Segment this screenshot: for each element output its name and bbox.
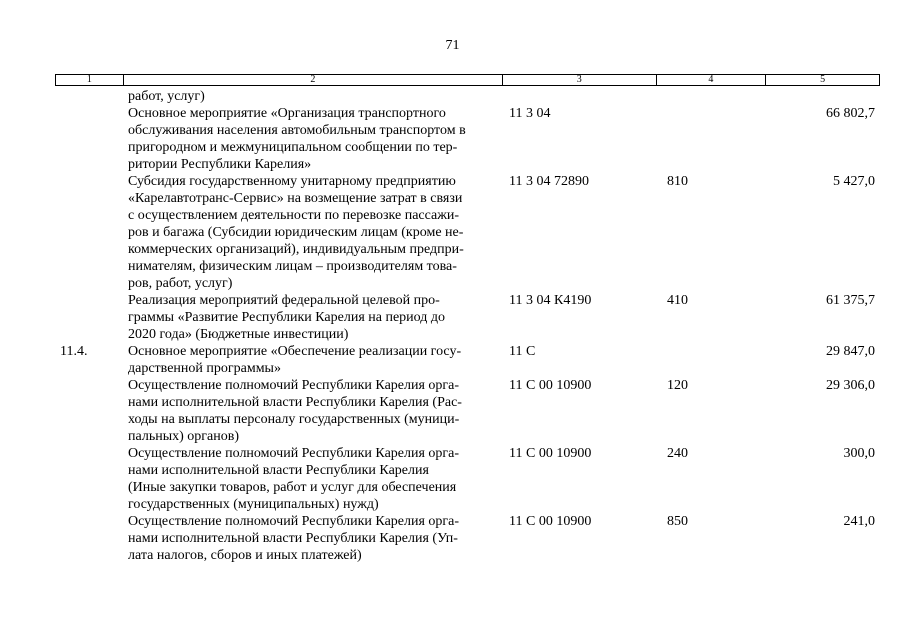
row-name: [128, 173, 503, 292]
row-code: 11 3 04 72890: [509, 174, 589, 189]
row-name-line: 2020 года» (Бюджетные инвестиции): [128, 327, 349, 342]
table-row: [55, 343, 880, 377]
table-row: [55, 445, 880, 513]
row-sum: 66 802,7: [826, 106, 875, 121]
row-name-line: коммерческих организаций), индивидуальным предпри-: [128, 242, 464, 257]
row-expense-type: 240: [667, 446, 688, 461]
row-name-line: пригородном и межмуниципальном сообщении по тер-: [128, 140, 458, 155]
row-name-line: нимателям, физическим лицам – производителям това-: [128, 259, 457, 274]
row-name: [128, 105, 503, 173]
row-name: [128, 445, 503, 513]
row-name-line: «Карелавтотранс-Сервис» на возмещение затрат в связи: [128, 191, 463, 206]
row-name-line: пальных) органов): [128, 429, 239, 444]
row-name-line: Основное мероприятие «Организация транспортного: [128, 106, 446, 121]
row-expense-type: 410: [667, 293, 688, 308]
page-number: 71: [445, 38, 460, 53]
row-name-line: Субсидия государственному унитарному предприятию: [128, 174, 456, 189]
row-name-line: лата налогов, сборов и иных платежей): [128, 548, 362, 563]
header-col-3: 3: [503, 75, 657, 85]
row-expense-type: 120: [667, 378, 688, 393]
table-row: [55, 292, 880, 343]
table-row: [55, 88, 880, 105]
row-number: 11.4.: [60, 344, 88, 359]
row-name-line: ров и багажа (Субсидии юридическим лицам (кроме не-: [128, 225, 464, 240]
row-name-line: ритории Республики Карелия»: [128, 157, 312, 172]
row-name-line: работ, услуг): [128, 89, 205, 104]
table-row: [55, 513, 880, 564]
row-name-line: нами исполнительной власти Республики Карелия: [128, 463, 429, 478]
row-name-line: Реализация мероприятий федеральной целевой про-: [128, 293, 440, 308]
row-sum: 300,0: [843, 446, 875, 461]
row-code: 11 С 00 10900: [509, 514, 592, 529]
table-row: [55, 377, 880, 445]
row-sum: 5 427,0: [833, 174, 875, 189]
table-body: [55, 88, 880, 564]
row-name-line: (Иные закупки товаров, работ и услуг для обеспечения: [128, 480, 457, 495]
row-name: [128, 377, 503, 445]
row-name-line: Осуществление полномочий Республики Карелия орга-: [128, 514, 460, 529]
row-name-line: государственных (муниципальных) нужд): [128, 497, 379, 512]
row-name-line: с осуществлением деятельности по перевозке пассажи-: [128, 208, 460, 223]
row-sum: 241,0: [843, 514, 875, 529]
row-code: 11 С: [509, 344, 536, 359]
row-name-line: обслуживания населения автомобильным транспортом в: [128, 123, 466, 138]
table-header: [55, 74, 880, 86]
row-code: 11 3 04: [509, 106, 551, 121]
row-name-line: Осуществление полномочий Республики Карелия орга-: [128, 378, 460, 393]
table-row: [55, 105, 880, 173]
row-code: 11 3 04 К4190: [509, 293, 592, 308]
row-sum: 29 306,0: [826, 378, 875, 393]
header-col-2: 2: [124, 75, 503, 85]
row-name-line: граммы «Развитие Республики Карелия на период до: [128, 310, 446, 325]
row-expense-type: 850: [667, 514, 688, 529]
row-expense-type: 810: [667, 174, 688, 189]
row-name-line: нами исполнительной власти Республики Карелия (Уп-: [128, 531, 458, 546]
row-name-line: Основное мероприятие «Обеспечение реализации госу-: [128, 344, 462, 359]
row-name: [128, 343, 503, 377]
header-col-4: 4: [657, 75, 767, 85]
header-col-1: 1: [56, 75, 124, 85]
row-sum: 29 847,0: [826, 344, 875, 359]
row-name-line: Осуществление полномочий Республики Карелия орга-: [128, 446, 460, 461]
row-name-line: ров, работ, услуг): [128, 276, 233, 291]
row-code: 11 С 00 10900: [509, 378, 592, 393]
table-row: [55, 173, 880, 292]
row-name-line: дарственной программы»: [128, 361, 281, 376]
row-name: [128, 88, 503, 105]
row-name-line: нами исполнительной власти Республики Карелия (Рас-: [128, 395, 462, 410]
row-name: [128, 292, 503, 343]
row-name-line: ходы на выплаты персоналу государственных (муници-: [128, 412, 460, 427]
row-code: 11 С 00 10900: [509, 446, 592, 461]
row-sum: 61 375,7: [826, 293, 875, 308]
row-name: [128, 513, 503, 564]
header-col-5: 5: [820, 74, 826, 85]
